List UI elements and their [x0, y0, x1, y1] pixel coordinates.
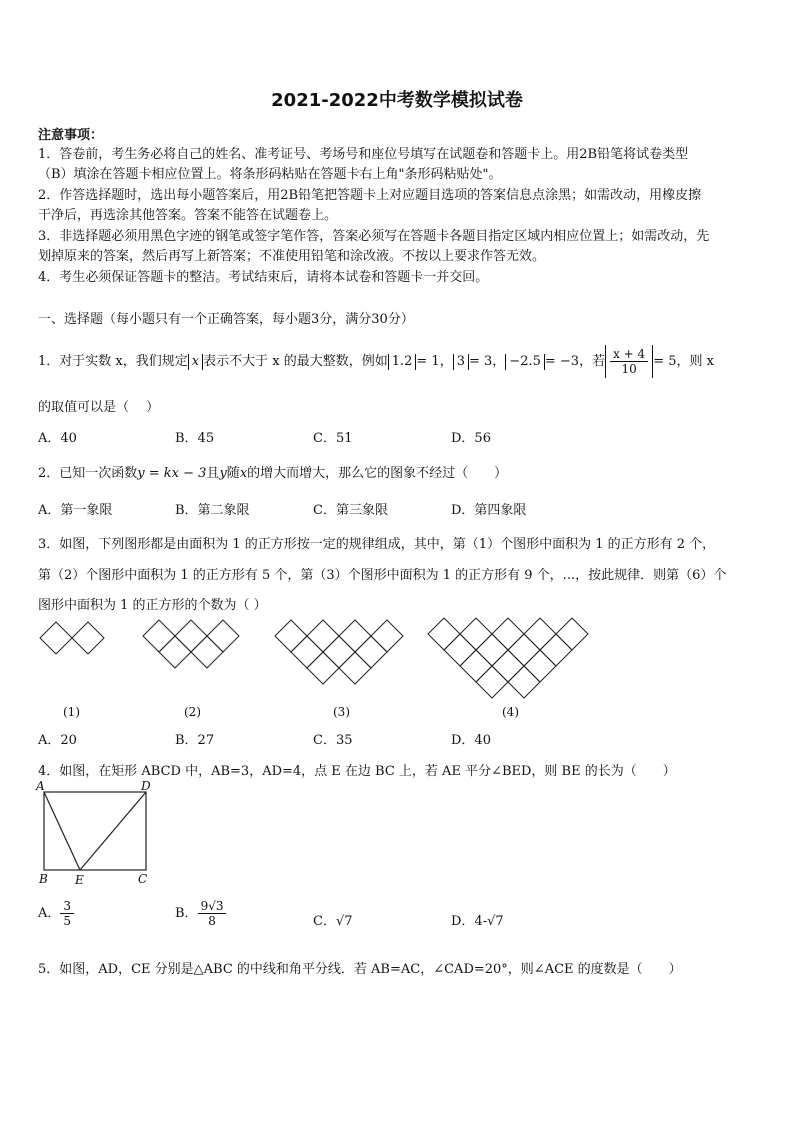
q4-option-a-label: A．	[38, 906, 61, 921]
q4-option-d	[451, 910, 504, 929]
q4-b-numerator: 9√3	[198, 899, 227, 914]
figure-label-3: (3)	[333, 705, 350, 719]
page-title: 2021-2022中考数学模拟试卷	[271, 90, 523, 111]
square-pattern-figure	[0, 612, 794, 707]
q1-ex3-val: = −3	[544, 354, 580, 369]
q2-y: y	[219, 466, 227, 481]
q1-option-d: D．56	[451, 431, 491, 446]
q1-if: ，若	[579, 354, 606, 369]
notice-line: 4．考生必须保证答题卡的整洁。考试结束后，请将本试卷和答题卡一并交回。	[38, 270, 489, 285]
q2-option-b: B．第二象限	[175, 503, 250, 518]
segment-ed	[80, 792, 146, 870]
question-4: 4．如图，在矩形 ABCD 中，AB=3，AD=4，点 E 在边 BC 上，若 AE 平分∠BED，则 BE 的长为（ ）	[38, 764, 676, 779]
q1-line-2: 的取值可以是（ ）	[38, 400, 160, 415]
floor-example-3: −2.5	[505, 354, 545, 370]
rectangle-abcd	[44, 792, 146, 870]
q4-a-denominator: 5	[63, 914, 72, 928]
label-e: E	[75, 873, 84, 887]
pattern-1	[40, 622, 104, 654]
q2-option-c: C．第三象限	[313, 503, 388, 518]
pattern-3	[275, 620, 403, 684]
q4-a-numerator: 3	[60, 899, 74, 914]
q2-mid2: 随	[226, 466, 240, 481]
floor-fraction	[605, 345, 653, 378]
q1-option-a: A．40	[38, 431, 77, 446]
pattern-2	[143, 620, 239, 668]
floor-x: x	[188, 354, 203, 370]
label-c: C	[138, 872, 148, 886]
q1-tail: ，则 x	[676, 354, 714, 369]
floor-example-2: 3	[453, 354, 469, 370]
label-d: D	[141, 780, 151, 793]
fraction-numerator: x + 4	[610, 347, 648, 362]
label-b: B	[39, 872, 48, 886]
q4-option-a	[38, 899, 74, 928]
q3-option-c: C．35	[313, 733, 353, 748]
q3-line: 图形中面积为 1 的正方形的个数为（ ）	[38, 598, 267, 613]
notice-line: 3．非选择题必须用黑色字迹的钢笔或签字笔作答，答案必须写在答题卡各题目指定区域内相应位置上；如需改动，先	[38, 229, 710, 244]
q1-option-b: B．45	[175, 431, 215, 446]
q3-option-b: B．27	[175, 733, 215, 748]
q1-mid: 表示不大于 x 的最大整数，例如	[203, 354, 388, 369]
figure-label-4: (4)	[502, 705, 519, 719]
notice-line: 2．作答选择题时，选出每小题答案后，用2B铅笔把答题卡上对应题目选项的答案信息点涂黑；如需改动，用橡皮擦	[38, 188, 702, 203]
q4-d-value: 4-√7	[474, 914, 504, 929]
figure-label-2: (2)	[184, 705, 201, 719]
pattern-4	[428, 618, 588, 698]
q3-option-d: D．40	[451, 733, 491, 748]
question-5: 5．如图，AD，CE 分别是△ABC 的中线和角平分线．若 AB=AC，∠CAD=20°，则∠ACE 的度数是（ ）	[38, 962, 682, 977]
figure-label-1: (1)	[63, 705, 80, 719]
q3-option-a: A．20	[38, 733, 77, 748]
q2-x: x	[239, 466, 248, 481]
rectangle-figure	[34, 780, 164, 890]
q3-line: 第（2）个图形中面积为 1 的正方形有 5 个，第（3）个图形中面积为 1 的正方形有 9 个，...，按此规律．则第（6）个	[38, 568, 727, 583]
q4-option-c-label: C．	[313, 914, 336, 929]
notice-line: （B）填涂在答题卡相应位置上。将条形码粘贴在答题卡右上角"条形码粘贴处"。	[38, 167, 502, 182]
question-2	[38, 462, 507, 481]
notice-line: 干净后，再选涂其他答案。答案不能答在试题卷上。	[38, 208, 338, 223]
q2-formula: y = kx − 3	[137, 466, 207, 481]
segment-ae	[44, 792, 80, 870]
section-heading: 一、选择题（每小题只有一个正确答案，每小题3分，满分30分）	[38, 312, 414, 327]
q2-option-d: D．第四象限	[451, 503, 527, 518]
q1-prefix: 1．对于实数 x，我们规定	[38, 354, 188, 369]
label-a: A	[36, 780, 45, 793]
q2-option-a: A．第一象限	[38, 503, 113, 518]
q4-option-b	[175, 899, 226, 928]
q1-option-c: C．51	[313, 431, 353, 446]
q1-ex2-val: = 3	[468, 354, 493, 369]
notice-line: 1．答卷前，考生务必将自己的姓名、准考证号、考场号和座位号填写在试题卷和答题卡上。用2B铅笔将试卷类型	[38, 147, 689, 162]
q2-prefix: 2．已知一次函数	[38, 466, 138, 481]
notice-line: 划掉原来的答案，然后再写上新答案；不准使用铅笔和涂改液。不按以上要求作答无效。	[38, 249, 546, 264]
q2-tail: 的增大而增大，那么它的图象不经过（ ）	[247, 466, 508, 481]
q4-option-c	[313, 910, 353, 929]
q1-ex1-val: = 1	[416, 354, 440, 369]
q4-b-denominator: 8	[208, 914, 216, 928]
question-1: 1．对于实数 x，我们规定 x 表示不大于 x 的最大整数，例如 1.2 = 1， 3 = 3， −2.5 = −3，若 $\frac{x + 4}{10}$ = 5，则 x	[38, 347, 714, 376]
q4-c-value: √7	[335, 914, 353, 929]
q2-mid1: 且	[206, 466, 220, 481]
q4-option-d-label: D．	[451, 914, 475, 929]
fraction-denominator: 10	[621, 362, 637, 376]
q1-eq: = 5	[653, 354, 677, 369]
q4-option-b-label: B．	[175, 906, 198, 921]
floor-example-1: 1.2	[388, 354, 417, 370]
notice-heading: 注意事项：	[38, 128, 104, 143]
q3-line: 3．如图，下列图形都是由面积为 1 的正方形按一定的规律组成，其中，第（1）个图形中面积为 1 的正方形有 2 个，	[38, 537, 716, 552]
